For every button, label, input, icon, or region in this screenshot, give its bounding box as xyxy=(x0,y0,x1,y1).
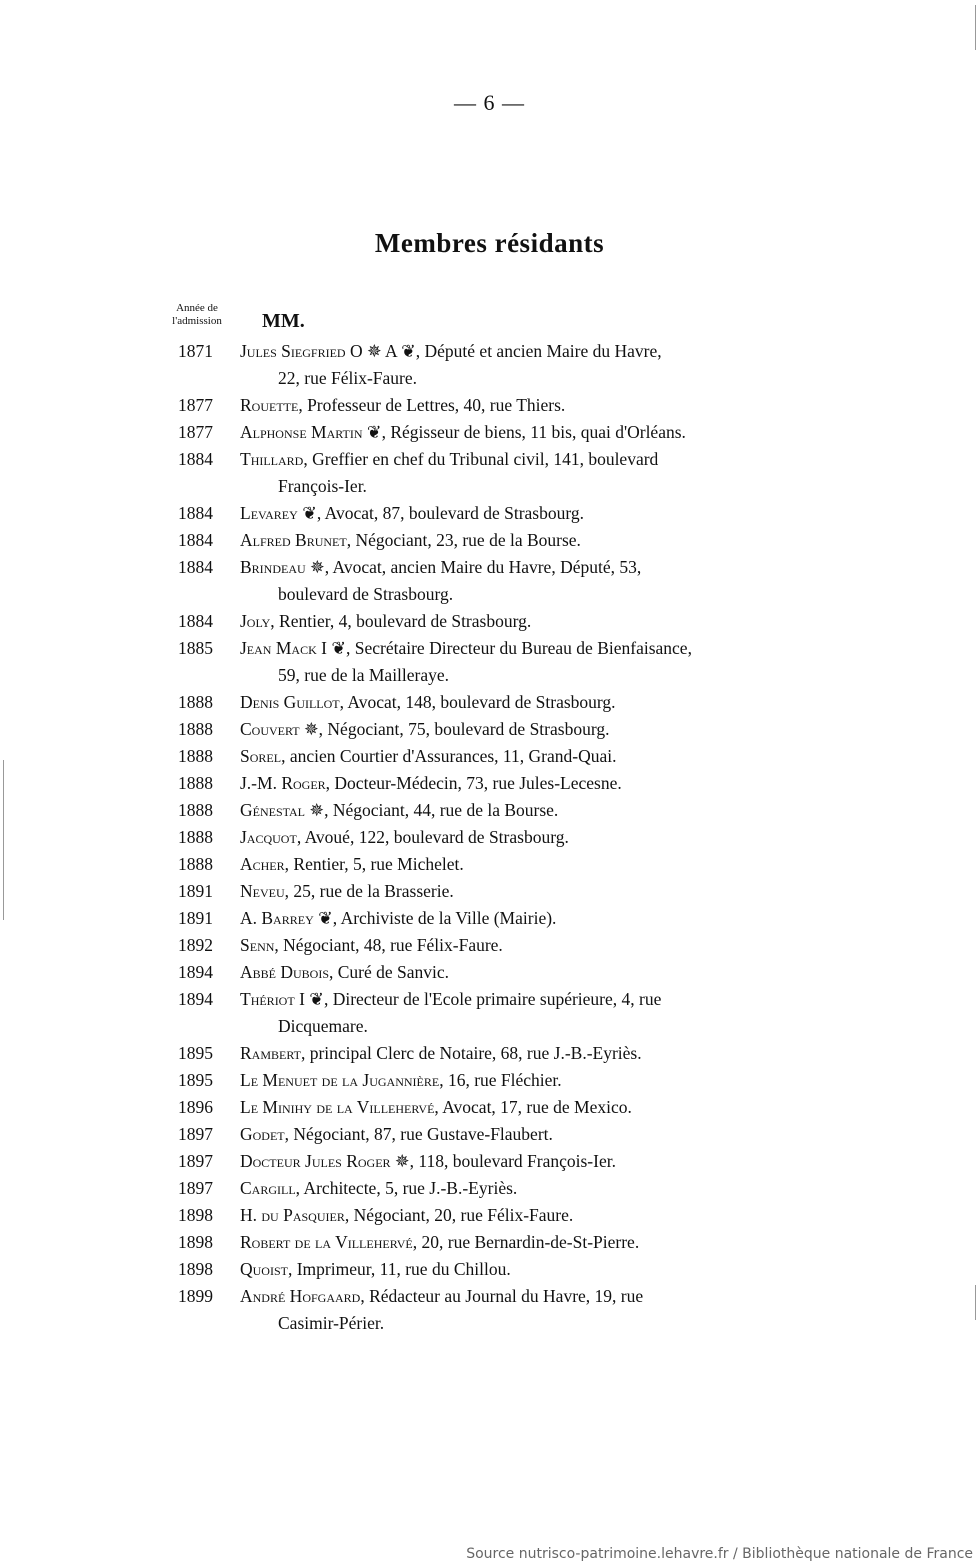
member-details: , Professeur de Lettres, 40, rue Thiers. xyxy=(298,395,566,415)
member-text xyxy=(240,608,818,635)
admission-year: 1884 xyxy=(178,557,213,577)
member-text xyxy=(240,986,818,1040)
member-name: Brindeau xyxy=(240,557,306,577)
member-entry xyxy=(178,1067,818,1094)
admission-year: 1884 xyxy=(178,530,213,550)
decoration-icon: ❦ xyxy=(318,908,333,928)
member-details: , Rédacteur au Journal du Havre, 19, rue xyxy=(360,1286,644,1306)
member-name: Rambert xyxy=(240,1043,301,1063)
decoration-icon: I ❦ xyxy=(321,638,346,658)
member-details: , Avocat, 87, boulevard de Strasbourg. xyxy=(316,503,585,523)
admission-year: 1894 xyxy=(178,962,213,982)
member-text xyxy=(240,1040,818,1067)
admission-year: 1871 xyxy=(178,341,213,361)
admission-year: 1884 xyxy=(178,503,213,523)
column-header-year: Année de l'admission xyxy=(172,302,222,327)
member-name: Joly xyxy=(240,611,271,631)
member-name: Jules Siegfried xyxy=(240,341,346,361)
member-text xyxy=(240,932,818,959)
admission-year: 1888 xyxy=(178,746,213,766)
member-name: Couvert xyxy=(240,719,300,739)
member-entry xyxy=(178,743,818,770)
admission-year: 1888 xyxy=(178,719,213,739)
member-text xyxy=(240,419,818,446)
admission-year: 1877 xyxy=(178,422,213,442)
member-name: Thillard xyxy=(240,449,304,469)
member-details: , Négociant, 48, rue Félix-Faure. xyxy=(274,935,503,955)
member-details: , Secrétaire Directeur du Bureau de Bienfaisance, xyxy=(346,638,692,658)
member-entry xyxy=(178,1148,818,1175)
member-details: , ancien Courtier d'Assurances, 11, Grand-Quai. xyxy=(281,746,617,766)
member-name: Jean Mack xyxy=(240,638,317,658)
admission-year: 1898 xyxy=(178,1205,213,1225)
member-entry xyxy=(178,824,818,851)
member-name: Thériot xyxy=(240,989,295,1009)
member-details: , Avocat, 17, rue de Mexico. xyxy=(434,1097,632,1117)
member-entry xyxy=(178,932,818,959)
member-text xyxy=(240,770,818,797)
decoration-icon: O ✵ A ❦ xyxy=(349,341,416,361)
admission-year: 1884 xyxy=(178,449,213,469)
member-text xyxy=(240,1121,818,1148)
decoration-icon: ✵ xyxy=(394,1151,410,1171)
member-entry xyxy=(178,554,818,608)
member-text xyxy=(240,1283,818,1337)
admission-year: 1896 xyxy=(178,1097,213,1117)
member-details: , 118, boulevard François-Ier. xyxy=(409,1151,616,1171)
member-details: , Rentier, 5, rue Michelet. xyxy=(284,854,464,874)
member-details: , Régisseur de biens, 11 bis, quai d'Orléans. xyxy=(381,422,686,442)
member-entry xyxy=(178,878,818,905)
member-entry xyxy=(178,500,818,527)
member-details-continued: 59, rue de la Mailleraye. xyxy=(278,665,450,685)
member-text xyxy=(240,1229,818,1256)
member-text xyxy=(240,851,818,878)
honorific-prefix: MM. xyxy=(262,310,305,332)
member-details: , Avoué, 122, boulevard de Strasbourg. xyxy=(296,827,569,847)
member-entry xyxy=(178,1175,818,1202)
member-details: , Négociant, 20, rue Félix-Faure. xyxy=(344,1205,574,1225)
member-entry xyxy=(178,527,818,554)
member-name: Sorel xyxy=(240,746,282,766)
admission-year: 1895 xyxy=(178,1070,213,1090)
member-text xyxy=(240,716,818,743)
member-text xyxy=(240,959,818,986)
member-entry xyxy=(178,716,818,743)
member-name: André Hofgaard xyxy=(240,1286,361,1306)
member-name: Denis Guillot xyxy=(240,692,340,712)
member-entry xyxy=(178,797,818,824)
member-text xyxy=(240,1148,818,1175)
member-list xyxy=(178,338,818,1337)
admission-year: 1888 xyxy=(178,800,213,820)
member-text xyxy=(240,500,818,527)
member-entry xyxy=(178,419,818,446)
member-name: Senn xyxy=(240,935,275,955)
admission-year: 1899 xyxy=(178,1286,213,1306)
member-text xyxy=(240,905,818,932)
member-name: Alphonse Martin xyxy=(240,422,363,442)
member-entry xyxy=(178,446,818,500)
admission-year: 1885 xyxy=(178,638,213,658)
member-details: , Archiviste de la Ville (Mairie). xyxy=(332,908,557,928)
member-name: Le Menuet de la Jugannière xyxy=(240,1070,440,1090)
admission-year: 1897 xyxy=(178,1124,213,1144)
member-details-continued: Dicquemare. xyxy=(278,1016,368,1036)
decoration-icon: ✵ xyxy=(310,557,325,577)
member-entry xyxy=(178,1202,818,1229)
admission-year: 1884 xyxy=(178,611,213,631)
member-details-continued: Casimir-Périer. xyxy=(278,1313,385,1333)
member-entry xyxy=(178,1256,818,1283)
member-text xyxy=(240,824,818,851)
member-entry xyxy=(178,770,818,797)
member-details-continued: boulevard de Strasbourg. xyxy=(278,584,454,604)
member-details: , Négociant, 87, rue Gustave-Flaubert. xyxy=(284,1124,553,1144)
member-name: Neveu xyxy=(240,881,285,901)
member-entry xyxy=(178,959,818,986)
member-name: H. du Pasquier xyxy=(240,1205,345,1225)
member-entry xyxy=(178,608,818,635)
admission-year: 1891 xyxy=(178,908,213,928)
member-name: Godet xyxy=(240,1124,285,1144)
member-details: , Négociant, 23, rue de la Bourse. xyxy=(346,530,581,550)
member-name: Alfred Brunet xyxy=(240,530,347,550)
member-name: Le Minihy de la Villehervé xyxy=(240,1097,435,1117)
member-details: , Greffier en chef du Tribunal civil, 141, boulevard xyxy=(303,449,659,469)
member-details-continued: 22, rue Félix-Faure. xyxy=(278,368,417,388)
member-name: Abbé Dubois xyxy=(240,962,329,982)
member-name: Docteur Jules Roger xyxy=(240,1151,391,1171)
member-details: , Imprimeur, 11, rue du Chillou. xyxy=(287,1259,511,1279)
member-name: Cargill xyxy=(240,1178,296,1198)
section-title: Membres résidants xyxy=(374,228,605,258)
member-name: Quoist xyxy=(240,1259,288,1279)
member-text xyxy=(240,689,818,716)
member-text xyxy=(240,1175,818,1202)
member-details: , Avocat, ancien Maire du Havre, Député, 53, xyxy=(324,557,642,577)
member-name: Acher xyxy=(240,854,285,874)
admission-year: 1898 xyxy=(178,1259,213,1279)
member-text xyxy=(240,338,818,392)
member-name: Rouette xyxy=(240,395,299,415)
member-text xyxy=(240,1094,818,1121)
member-details: , 25, rue de la Brasserie. xyxy=(284,881,454,901)
admission-year: 1877 xyxy=(178,395,213,415)
member-name: J.-M. Roger xyxy=(240,773,326,793)
member-details-continued: François-Ier. xyxy=(278,476,367,496)
admission-year: 1897 xyxy=(178,1151,213,1171)
scan-edge-mark xyxy=(3,760,4,920)
member-entry xyxy=(178,851,818,878)
decoration-icon: ❦ xyxy=(302,503,317,523)
admission-year: 1894 xyxy=(178,989,213,1009)
admission-year: 1888 xyxy=(178,692,213,712)
page-number: — 6 — xyxy=(454,90,525,115)
member-details: , Architecte, 5, rue J.-B.-Eyriès. xyxy=(295,1178,518,1198)
admission-year: 1892 xyxy=(178,935,213,955)
admission-year: 1888 xyxy=(178,827,213,847)
member-text xyxy=(240,1202,818,1229)
member-details: , Directeur de l'Ecole primaire supérieure, 4, rue xyxy=(323,989,662,1009)
member-details: , Rentier, 4, boulevard de Strasbourg. xyxy=(270,611,532,631)
member-entry xyxy=(178,392,818,419)
admission-year: 1888 xyxy=(178,854,213,874)
member-name: Robert de la Villehervé xyxy=(240,1232,413,1252)
member-entry xyxy=(178,1229,818,1256)
member-text xyxy=(240,797,818,824)
decoration-icon: I ❦ xyxy=(299,989,324,1009)
member-text xyxy=(240,527,818,554)
decoration-icon: ❦ xyxy=(366,422,382,442)
decoration-icon: ✵ xyxy=(304,719,319,739)
member-details: , 16, rue Fléchier. xyxy=(439,1070,562,1090)
member-text xyxy=(240,743,818,770)
member-name: Génestal xyxy=(240,800,306,820)
admission-year: 1888 xyxy=(178,773,213,793)
member-text xyxy=(240,446,818,500)
admission-year: 1898 xyxy=(178,1232,213,1252)
member-entry xyxy=(178,689,818,716)
member-text xyxy=(240,878,818,905)
member-name: Levarey xyxy=(240,503,298,523)
member-entry xyxy=(178,905,818,932)
member-details: , 20, rue Bernardin-de-St-Pierre. xyxy=(412,1232,640,1252)
member-entry xyxy=(178,635,818,689)
member-text xyxy=(240,1256,818,1283)
source-footer: Source nutrisco-patrimoine.lehavre.fr / Bibliothèque nationale de France xyxy=(466,1546,973,1562)
member-details: , Négociant, 44, rue de la Bourse. xyxy=(324,800,559,820)
decoration-icon: ✵ xyxy=(309,800,325,820)
member-details: , Curé de Sanvic. xyxy=(329,962,450,982)
member-details: , Docteur-Médecin, 73, rue Jules-Lecesne. xyxy=(325,773,622,793)
admission-year: 1895 xyxy=(178,1043,213,1063)
member-entry xyxy=(178,986,818,1040)
member-entry xyxy=(178,1121,818,1148)
member-text xyxy=(240,635,818,689)
scan-edge-mark xyxy=(975,1285,976,1320)
member-name: A. Barrey xyxy=(240,908,314,928)
member-details: , principal Clerc de Notaire, 68, rue J.-B.-Eyriès. xyxy=(300,1043,642,1063)
member-entry xyxy=(178,1094,818,1121)
member-text xyxy=(240,1067,818,1094)
scan-edge-mark xyxy=(975,5,976,50)
admission-year: 1897 xyxy=(178,1178,213,1198)
member-entry xyxy=(178,1283,818,1337)
member-details: , Député et ancien Maire du Havre, xyxy=(415,341,662,361)
member-text xyxy=(240,554,818,608)
admission-year: 1891 xyxy=(178,881,213,901)
member-entry xyxy=(178,1040,818,1067)
member-text xyxy=(240,392,818,419)
member-name: Jacquot xyxy=(240,827,297,847)
member-details: , Négociant, 75, boulevard de Strasbourg. xyxy=(318,719,610,739)
member-entry xyxy=(178,338,818,392)
member-details: , Avocat, 148, boulevard de Strasbourg. xyxy=(339,692,616,712)
